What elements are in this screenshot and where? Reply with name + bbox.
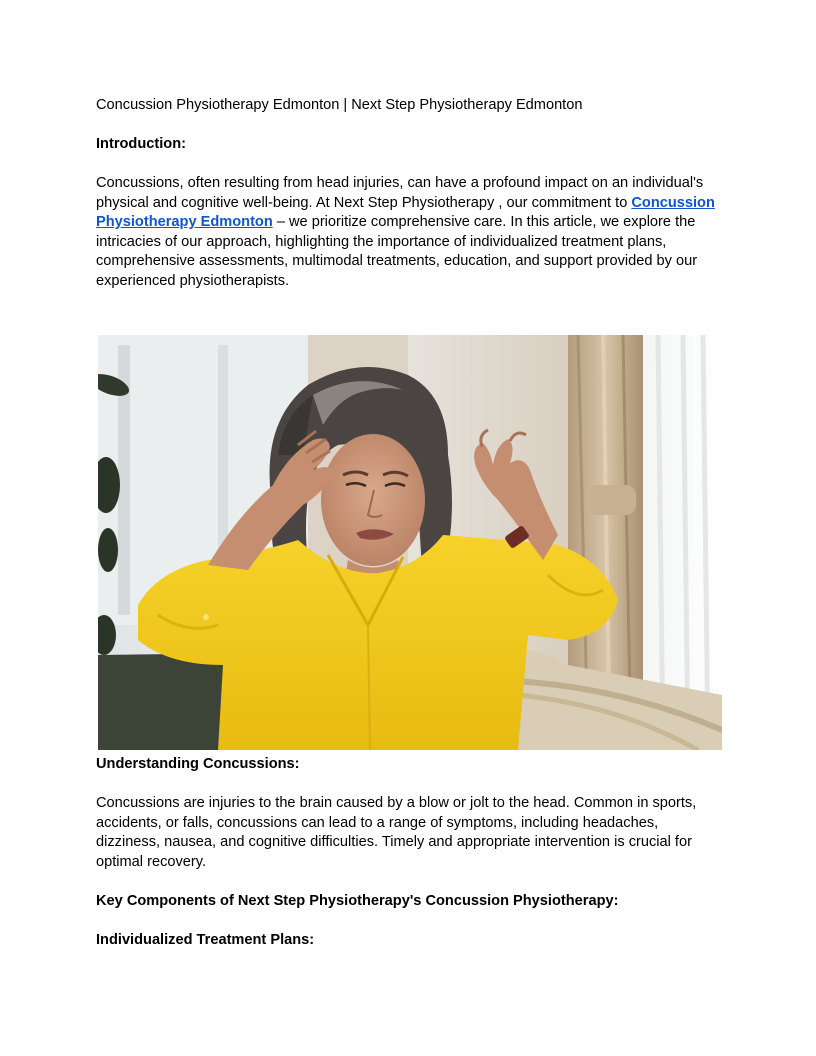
introduction-heading: Introduction: (96, 136, 186, 152)
introduction-text-part2: – we prioritize comprehensive care. In this article, we explore the intricacies of our approach, highlighting the importance of individualized treatment plans, comprehensive assessments, multimodal treatments, education, and support provided by our experienced physiotherapists. (96, 214, 698, 289)
concussion-physiotherapy-link[interactable]: Concussion Physiotherapy Edmonton (96, 194, 715, 230)
key-components-heading: Key Components of Next Step Physiotherapy's Concussion Physiotherapy: (96, 892, 619, 909)
introduction-paragraph (96, 174, 722, 291)
individualized-treatment-heading: Individualized Treatment Plans: (96, 931, 315, 948)
understanding-concussions-heading: Understanding Concussions: (96, 756, 300, 772)
introduction-text-part1: Concussions, often resulting from head injuries, can have a profound impact on an individual's physical and cognitive well-being. At Next Step Physiotherapy , our commitment to (96, 175, 704, 211)
document-title: Concussion Physiotherapy Edmonton | Next Step Physiotherapy Edmonton (96, 97, 583, 113)
understanding-concussions-paragraph: Concussions are injuries to the brain caused by a blow or jolt to the head. Common in sports, accidents, or falls, concussions can lead to a range of symptoms, including headaches, dizziness, nausea, and cognitive difficulties. Timely and appropriate intervention is crucial for optimal recovery. (96, 795, 697, 870)
document-page (96, 96, 722, 970)
woman-headache-photo (98, 335, 722, 750)
